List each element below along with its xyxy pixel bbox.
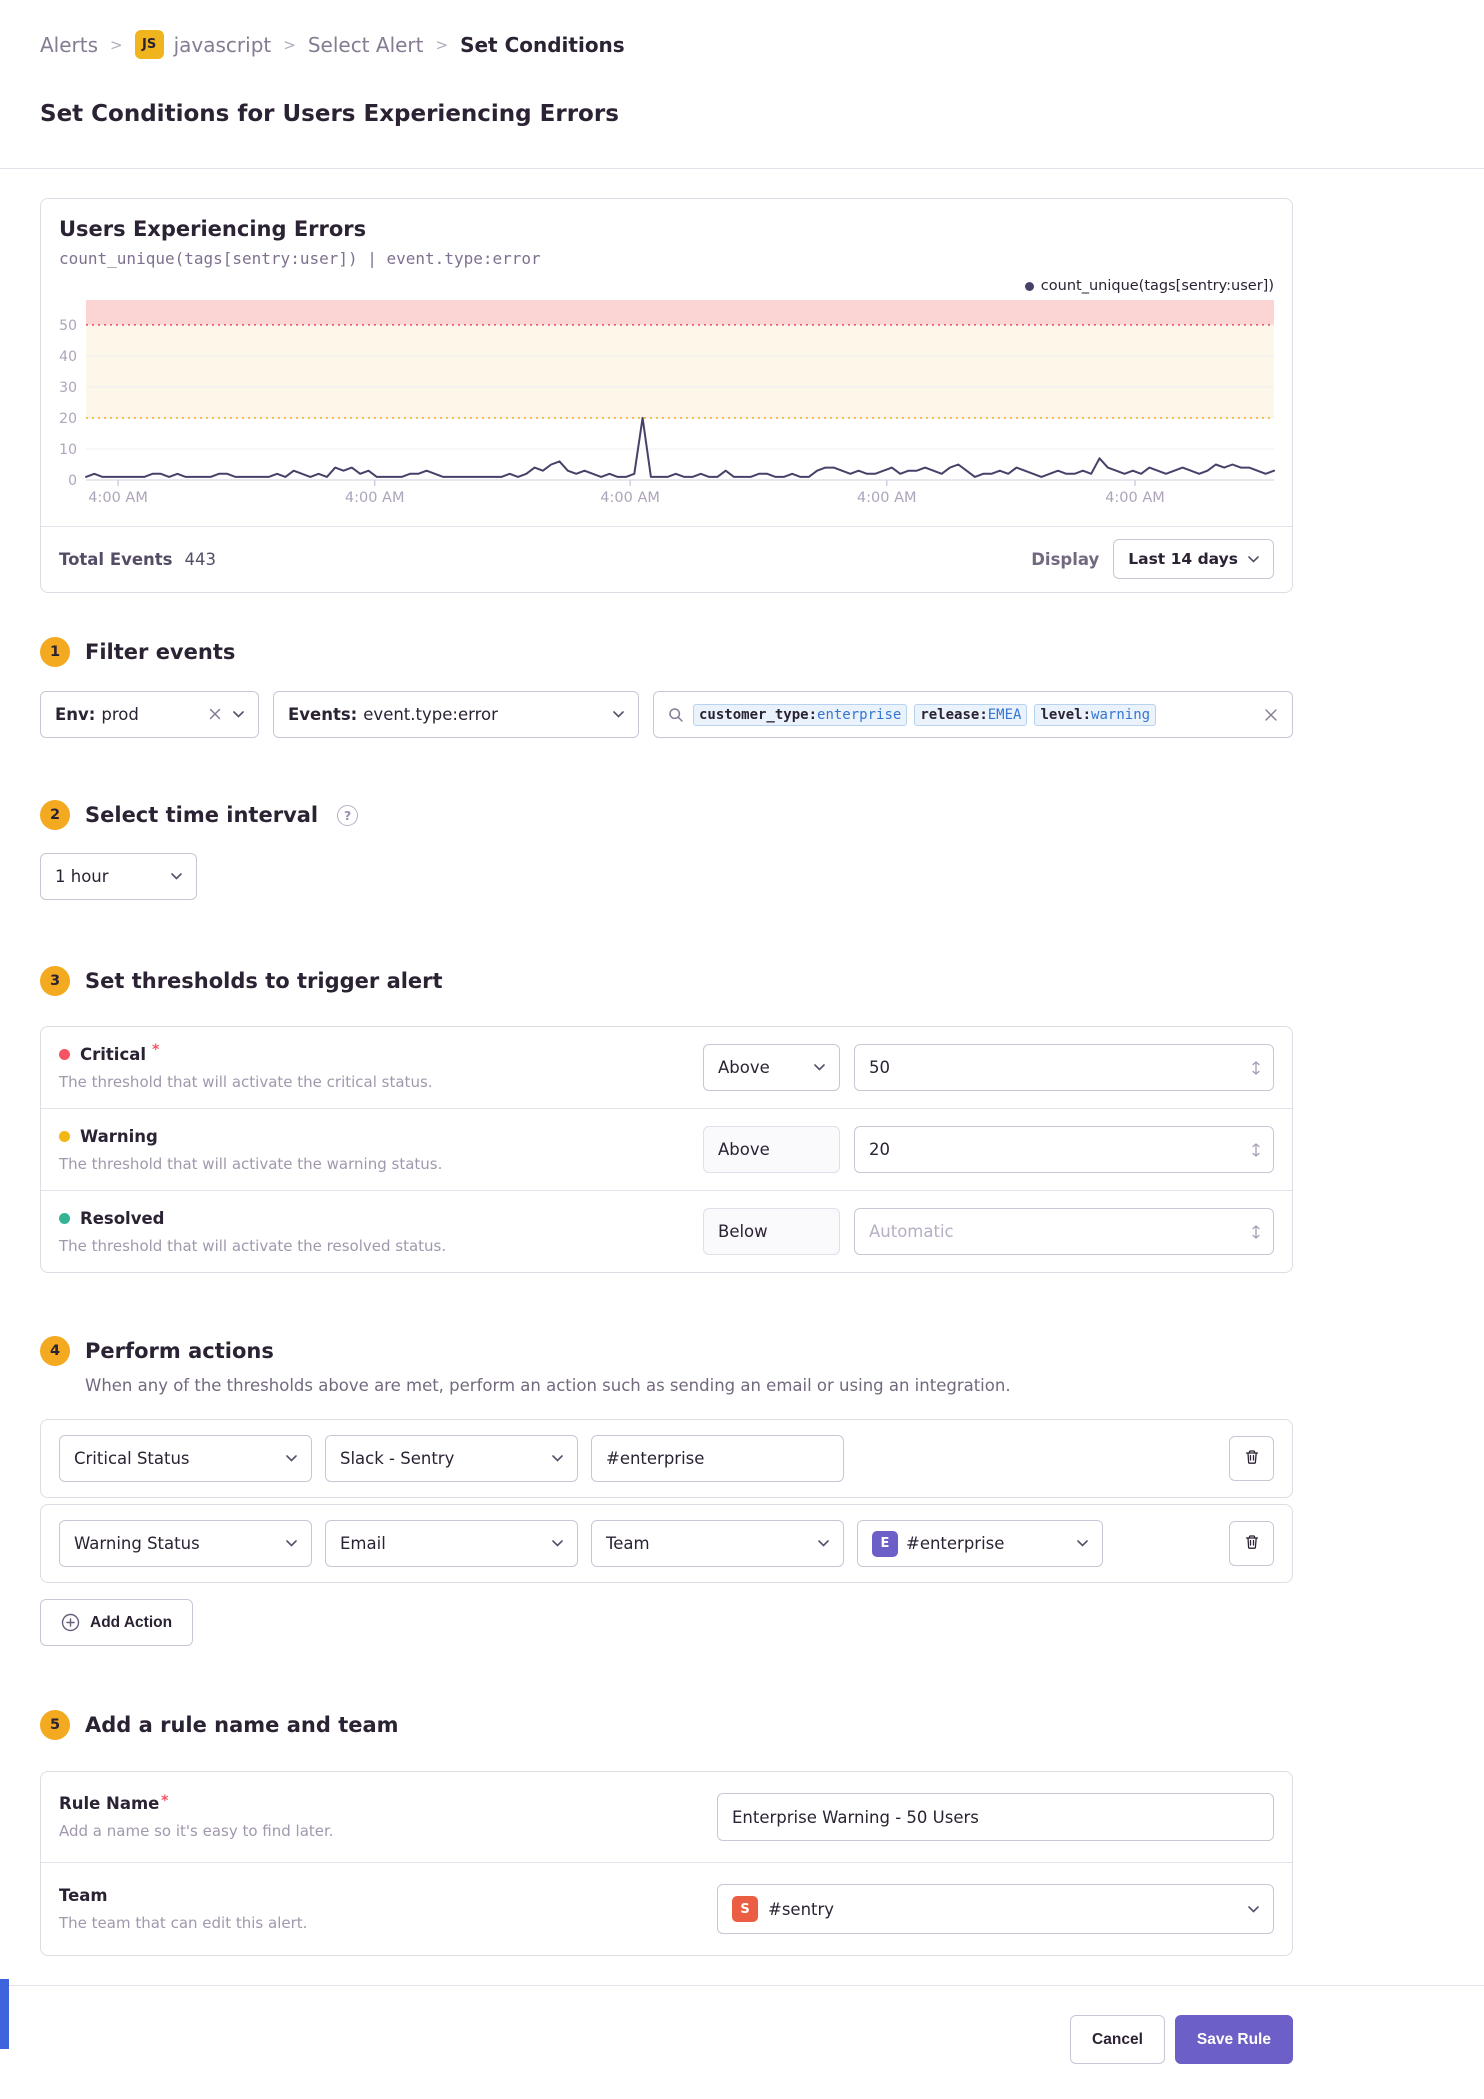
critical-threshold-row <box>41 1027 1292 1108</box>
svg-text:30: 30 <box>59 380 77 397</box>
environment-select[interactable] <box>40 691 259 738</box>
action-team-value: #enterprise <box>906 1534 1005 1554</box>
sidebar-edge <box>0 1979 9 2049</box>
clear-search-icon[interactable] <box>1264 708 1278 722</box>
warning-threshold-row <box>41 1108 1292 1190</box>
time-interval-select[interactable] <box>40 853 197 900</box>
event-types-value: event.type:error <box>363 705 498 725</box>
total-events <box>59 550 216 569</box>
critical-comparison-select[interactable] <box>703 1044 840 1091</box>
team-avatar: S <box>732 1896 758 1922</box>
step-2-badge: 2 <box>40 800 70 830</box>
rule-name-row <box>41 1772 1292 1862</box>
rule-name-input[interactable] <box>732 1808 1259 1827</box>
breadcrumb-separator: > <box>110 35 123 54</box>
breadcrumb-project[interactable]: javascript <box>173 32 272 57</box>
required-asterisk: * <box>161 1793 169 1810</box>
svg-text:4:00 AM: 4:00 AM <box>88 490 148 507</box>
resolved-comparison-select <box>703 1208 840 1255</box>
chevron-down-icon <box>818 1540 829 1547</box>
critical-action-row <box>40 1419 1293 1498</box>
trash-icon <box>1244 1449 1260 1468</box>
section-thresholds-title: Set thresholds to trigger alert <box>85 969 443 994</box>
display-label: Display <box>1031 549 1100 569</box>
section-time-interval <box>40 800 1293 900</box>
breadcrumb-current: Set Conditions <box>460 32 625 57</box>
resolved-threshold-input[interactable] <box>869 1222 1237 1241</box>
total-events-label: Total Events <box>59 549 173 569</box>
chart-query: count_unique(tags[sentry:user]) | event.type:error <box>59 249 541 269</box>
breadcrumb <box>40 30 1484 59</box>
chevron-down-icon <box>552 1540 563 1547</box>
warning-description: The threshold that will activate the warning status. <box>59 1154 443 1173</box>
critical-threshold-input[interactable] <box>869 1058 1237 1077</box>
chevron-down-icon <box>1248 556 1259 563</box>
svg-text:50: 50 <box>59 318 77 335</box>
cancel-button[interactable]: Cancel <box>1070 2015 1165 2064</box>
resolved-comparison-value: Below <box>718 1222 768 1242</box>
step-3-badge: 3 <box>40 966 70 996</box>
token-value: warning <box>1091 706 1151 723</box>
number-stepper-icon[interactable] <box>1250 1060 1262 1076</box>
action-status-value: Warning Status <box>74 1534 200 1554</box>
chevron-down-icon <box>1077 1540 1088 1547</box>
event-types-select[interactable] <box>273 691 639 738</box>
section-thresholds <box>40 966 1293 1273</box>
svg-text:10: 10 <box>59 442 77 459</box>
events-line-chart <box>59 298 1276 506</box>
chart-footer <box>41 526 1292 592</box>
rule-card <box>40 1771 1293 1956</box>
page-title: Set Conditions for Users Experiencing Errors <box>40 101 619 127</box>
resolved-status-dot <box>59 1213 70 1224</box>
rule-team-select[interactable] <box>717 1884 1274 1934</box>
add-action-button[interactable] <box>40 1599 193 1646</box>
breadcrumb-alerts[interactable]: Alerts <box>40 32 99 57</box>
section-rule-name <box>40 1710 1293 1956</box>
token-value: EMEA <box>987 706 1022 723</box>
environment-label: Env: <box>55 705 96 725</box>
events-chart-panel <box>40 198 1293 593</box>
save-rule-button[interactable]: Save Rule <box>1175 2015 1293 2064</box>
chart-title: Users Experiencing Errors <box>59 217 367 242</box>
event-types-label: Events: <box>288 705 358 725</box>
action-team-select[interactable] <box>857 1520 1103 1567</box>
trash-icon <box>1244 1534 1260 1553</box>
slack-channel-input[interactable] <box>606 1449 829 1468</box>
team-description: The team that can edit this alert. <box>59 1914 308 1933</box>
step-4-badge: 4 <box>40 1336 70 1366</box>
step-1-badge: 1 <box>40 637 70 667</box>
legend-series-label: count_unique(tags[sentry:user]) <box>1040 278 1274 295</box>
action-status-select[interactable] <box>59 1435 312 1482</box>
display-period-select[interactable] <box>1113 539 1274 579</box>
svg-text:20: 20 <box>59 411 77 428</box>
search-token[interactable] <box>914 704 1027 726</box>
page-footer <box>40 1986 1293 2099</box>
rule-team-row <box>41 1862 1292 1955</box>
svg-text:4:00 AM: 4:00 AM <box>856 490 917 507</box>
number-stepper-icon[interactable] <box>1250 1224 1262 1240</box>
resolved-label: Resolved <box>80 1208 165 1228</box>
critical-comparison-value: Above <box>718 1058 770 1078</box>
page-header <box>0 0 1484 169</box>
action-integration-select[interactable] <box>325 1520 578 1567</box>
resolved-description: The threshold that will activate the resolved status. <box>59 1236 447 1255</box>
token-key: level: <box>1040 706 1092 723</box>
action-status-select[interactable] <box>59 1520 312 1567</box>
search-token[interactable] <box>693 704 907 726</box>
section-actions-title: Perform actions <box>85 1339 274 1364</box>
token-value: enterprise <box>817 706 902 723</box>
breadcrumb-select-alert[interactable]: Select Alert <box>307 32 424 57</box>
svg-text:0: 0 <box>68 473 77 490</box>
critical-label: Critical <box>80 1044 147 1064</box>
chevron-down-icon <box>613 711 624 718</box>
action-target-type-select[interactable] <box>591 1520 844 1567</box>
warning-action-row <box>40 1504 1293 1583</box>
svg-text:40: 40 <box>59 349 77 366</box>
plus-circle-icon <box>61 1613 80 1632</box>
team-label: Team <box>59 1886 108 1906</box>
chevron-down-icon <box>286 1455 297 1462</box>
warning-label: Warning <box>80 1126 158 1146</box>
search-query-tokens <box>693 704 1255 726</box>
chevron-down-icon <box>171 873 182 880</box>
team-avatar: E <box>872 1531 898 1557</box>
chevron-down-icon <box>814 1064 825 1071</box>
token-key: customer_type: <box>699 706 818 723</box>
action-integration-select[interactable] <box>325 1435 578 1482</box>
delete-action-button[interactable] <box>1229 1521 1274 1566</box>
search-token[interactable] <box>1034 704 1156 726</box>
warning-threshold-input[interactable] <box>869 1140 1237 1159</box>
section-rule-title: Add a rule name and team <box>85 1713 399 1738</box>
search-icon <box>668 707 684 723</box>
number-stepper-icon[interactable] <box>1250 1142 1262 1158</box>
chevron-down-icon <box>286 1540 297 1547</box>
legend-series-dot <box>1025 282 1034 291</box>
step-5-badge: 5 <box>40 1710 70 1740</box>
action-integration-value: Email <box>340 1534 386 1554</box>
time-interval-value: 1 hour <box>55 867 109 887</box>
warning-status-dot <box>59 1131 70 1142</box>
svg-text:4:00 AM: 4:00 AM <box>600 490 660 507</box>
help-icon[interactable]: ? <box>337 805 358 826</box>
breadcrumb-separator: > <box>435 35 449 54</box>
warning-comparison-select <box>703 1126 840 1173</box>
delete-action-button[interactable] <box>1229 1436 1274 1481</box>
section-filter-title: Filter events <box>85 640 236 665</box>
action-status-value: Critical Status <box>74 1449 190 1469</box>
clear-environment-icon[interactable] <box>209 705 221 724</box>
javascript-platform-icon: JS <box>135 30 164 59</box>
action-target-type-value: Team <box>606 1534 650 1554</box>
chevron-down-icon <box>233 711 244 718</box>
rule-team-value: #sentry <box>768 1899 835 1919</box>
display-period-value: Last 14 days <box>1128 550 1238 569</box>
rule-name-description: Add a name so it's easy to find later. <box>59 1822 334 1841</box>
action-integration-value: Slack - Sentry <box>340 1449 455 1469</box>
warning-comparison-value: Above <box>718 1140 770 1160</box>
critical-description: The threshold that will activate the critical status. <box>59 1072 433 1091</box>
chevron-down-icon <box>552 1455 563 1462</box>
environment-value: prod <box>101 705 139 725</box>
svg-text:4:00 AM: 4:00 AM <box>1105 490 1165 507</box>
section-filter-events <box>40 637 1293 738</box>
resolved-threshold-row <box>41 1190 1292 1272</box>
chevron-down-icon <box>1248 1906 1259 1913</box>
actions-description: When any of the thresholds above are met, perform an action such as sending an email or using an integration. <box>85 1376 1011 1396</box>
critical-status-dot <box>59 1049 70 1060</box>
thresholds-card <box>40 1026 1293 1273</box>
required-asterisk: * <box>152 1042 160 1059</box>
chart-legend <box>59 278 1274 294</box>
rule-name-label: Rule Name <box>59 1794 160 1814</box>
token-key: release: <box>920 706 988 723</box>
total-events-value: 443 <box>184 549 216 569</box>
section-interval-title: Select time interval <box>85 803 319 828</box>
section-perform-actions <box>40 1336 1293 1646</box>
search-input[interactable] <box>653 691 1293 738</box>
svg-text:4:00 AM: 4:00 AM <box>344 490 405 507</box>
breadcrumb-separator: > <box>283 35 296 54</box>
add-action-label: Add Action <box>90 1613 173 1631</box>
